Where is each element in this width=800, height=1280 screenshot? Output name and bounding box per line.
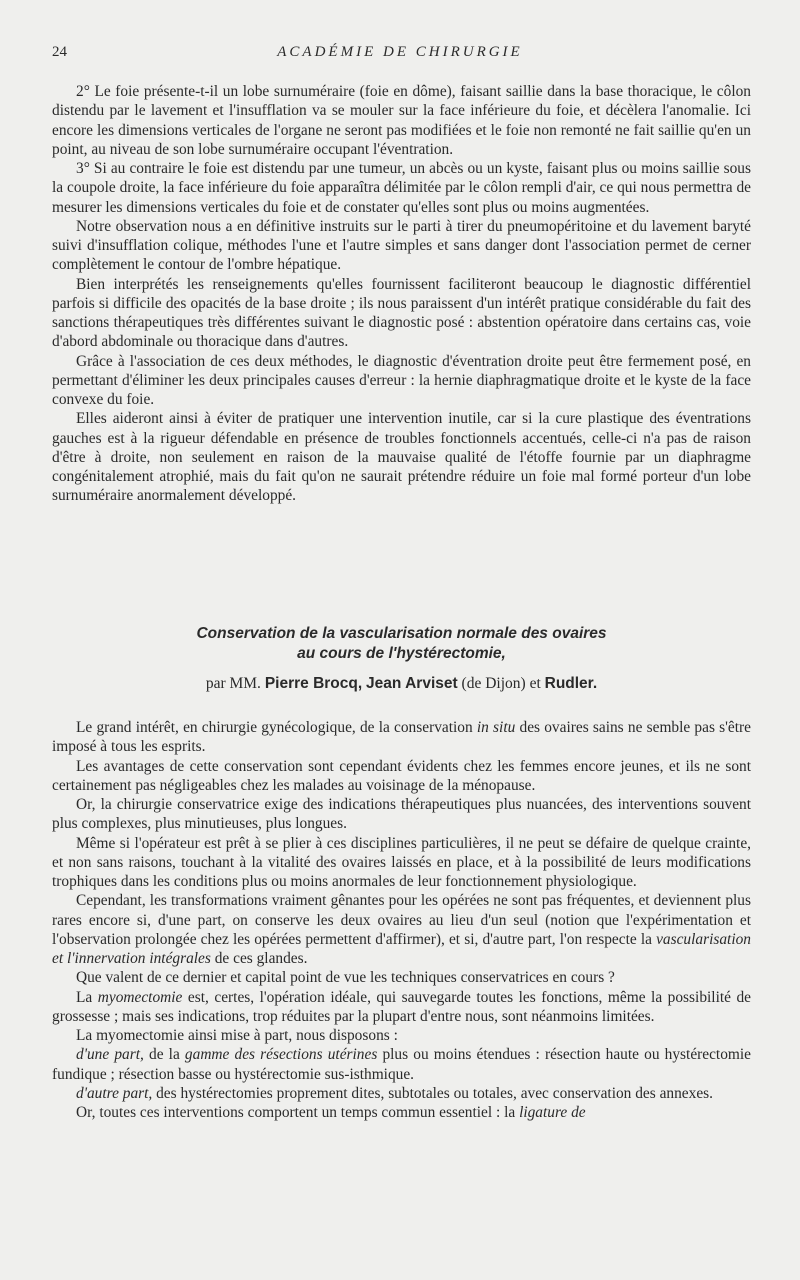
author-name: Jean Arviset [366, 675, 458, 692]
text-span: Le grand intérêt, en chirurgie gynécologique, de la conservation [76, 719, 477, 736]
paragraph [52, 1084, 751, 1103]
previous-article-text [52, 82, 751, 506]
paragraph: Notre observation nous a en définitive instruits sur le parti à tirer du pneumopéritoine et du lavement baryté suivi d'insufflation colique, méthodes l'une et l'autre simples et sans danger dont l'association permet de cerner complètement le contour de l'ombre hépatique. [52, 217, 751, 274]
text-span: Cependant, les transformations vraiment gênantes pour les opérées ne sont pas fréquentes, et deviennent plus rares encore si, d'une part, on conserve les deux ovaires au lieu d'un seul (notion que l'expérimentation et l'observation prolongée chez les opérées permettent d'affirmer), et si, d'autre part, l'on respecte la [52, 892, 751, 948]
running-header [52, 44, 748, 66]
text-span: plus ou moins étendues : résection haute ou hystérectomie fundique ; résection basse ou hystérectomie sus-isthmique. [52, 1046, 751, 1083]
paragraph: Grâce à l'association de ces deux méthodes, le diagnostic d'éventration droite peut être fermement posé, en permettant d'éliminer les deux principales causes d'erreur : la hernie diaphragmatique droite et le kyste de la face convexe du foie. [52, 352, 751, 408]
text-span: est, certes, l'opération idéale, qui sauvegarde toutes les fonctions, même la possibilité de grossesse ; mais ses indications, trop réduites par la plupart d'entre nous, sont néanmoins limitées. [52, 988, 751, 1025]
italic-text: vascularisation et l'innervation intégrales [52, 930, 751, 967]
byline-par: par [205, 675, 226, 692]
italic-text: in situ [476, 719, 516, 736]
paragraph: Les avantages de cette conservation sont cependant évidents chez les femmes encore jeunes, et ils ne sont certainement pas négligeables chez les malades au voisinage de la ménopause. [52, 757, 751, 794]
paragraph: Bien interprétés les renseignements qu'elles fournissent faciliteront beaucoup le diagnostic différentiel parfois si difficile des opacités de la base droite ; ils nous paraissent d'un intérêt pratique considérable du fait des sanctions thérapeutiques très différentes suivant le diagnostic posé : abstention opératoire dans certains cas, voie d'abord abdominale ou thoracique dans d'autres. [52, 275, 751, 351]
paragraph: 2° Le foie présente-t-il un lobe surnuméraire (foie en dôme), faisant saillie dans la base thoracique, le côlon distendu par le lavement et l'insufflation va se mouler sur la face inférieure du foie, et décèlera l'anomalie. Ici encore les dimensions verticales de l'organe ne seront pas modifiées et le foie non remonté ne fait saillie qu'en un point, au niveau de son lobe surnuméraire occupant l'éventration. [52, 83, 751, 158]
paragraph [52, 718, 751, 757]
italic-text: gamme des résections utérines [184, 1046, 378, 1064]
italic-text: myomectomie [97, 988, 183, 1006]
paragraph: Elles aideront ainsi à éviter de pratiquer une intervention inutile, car si la cure plastique des éventrations gauches est à la rigueur défendable en présence de troubles fonctionnels accentués, celle-ci n'a pas de raison d'être à droite, non seulement en raison de la mauvaise qualité de l'étoffe fournie par un diaphragme congénitalement atrophié, mais du fait qu'on ne saurait prétendre réduire un foie mal formé porteur d'un lobe surnuméraire anormalement développé. [52, 410, 751, 505]
text-span: de ces glandes. [210, 950, 308, 967]
paragraph: Même si l'opérateur est prêt à se plier à ces disciplines particulières, il ne peut se défaire de quelque crainte, et non sans raisons, touchant à la vitalité des ovaires laissés en place, et à la possibilité de leurs modifications trophiques dans les conditions plus ou moins anormales de leur fonctionnement physiologique. [52, 834, 751, 890]
paragraph [52, 988, 751, 1027]
journal-title: ACADÉMIE DE CHIRURGIE [277, 44, 523, 60]
article-title [52, 624, 751, 663]
italic-text: d'autre part, [76, 1084, 153, 1102]
text-span: des ovaires sains ne semble pas s'être imposé à tous les esprits. [52, 719, 751, 756]
author-name: Pierre Brocq, [264, 675, 363, 692]
paragraph: 3° Si au contraire le foie est distendu par une tumeur, un abcès ou un kyste, faisant plus ou moins saillie sous la coupole droite, la face inférieure du foie apparaîtra délimitée par le côlon rempli d'air, ce qui nous permettra de mesurer les dimensions verticales du foie et de constater qu'elles sont plus ou moins augmentées. [52, 160, 751, 216]
italic-text: d'une part, [76, 1046, 144, 1064]
text-span: des hystérectomies proprement dites, subtotales ou totales, avec conservation des annexes. [152, 1084, 714, 1102]
byline [52, 675, 751, 693]
italic-text: ligature de [519, 1104, 586, 1121]
article-title-line: Conservation de la vascularisation normale des ovaires [196, 625, 607, 642]
author-affiliation: (de Dijon) [461, 675, 526, 692]
author-name: Rudler. [544, 675, 598, 692]
text-span: Or, toutes ces interventions comportent un temps commun essentiel : la [76, 1104, 520, 1121]
article-body [52, 718, 751, 1122]
paragraph: La myomectomie ainsi mise à part, nous disposons : [76, 1027, 398, 1044]
paragraph: Que valent de ce dernier et capital point de vue les techniques conservatrices en cours ? [76, 969, 615, 987]
paragraph [52, 891, 751, 968]
text-span: de la [143, 1046, 185, 1064]
paragraph [52, 1103, 751, 1122]
paragraph [52, 1045, 751, 1084]
article-title-line: au cours de l'hystérectomie, [297, 644, 506, 662]
byline-et: et [529, 675, 541, 692]
paragraph: Or, la chirurgie conservatrice exige des indications thérapeutiques plus nuancées, des interventions souvent plus complexes, plus minutieuses, plus longues. [52, 796, 751, 833]
page-number: 24 [52, 44, 67, 60]
text-span: La [76, 988, 98, 1006]
byline-mm: MM. [229, 675, 261, 692]
